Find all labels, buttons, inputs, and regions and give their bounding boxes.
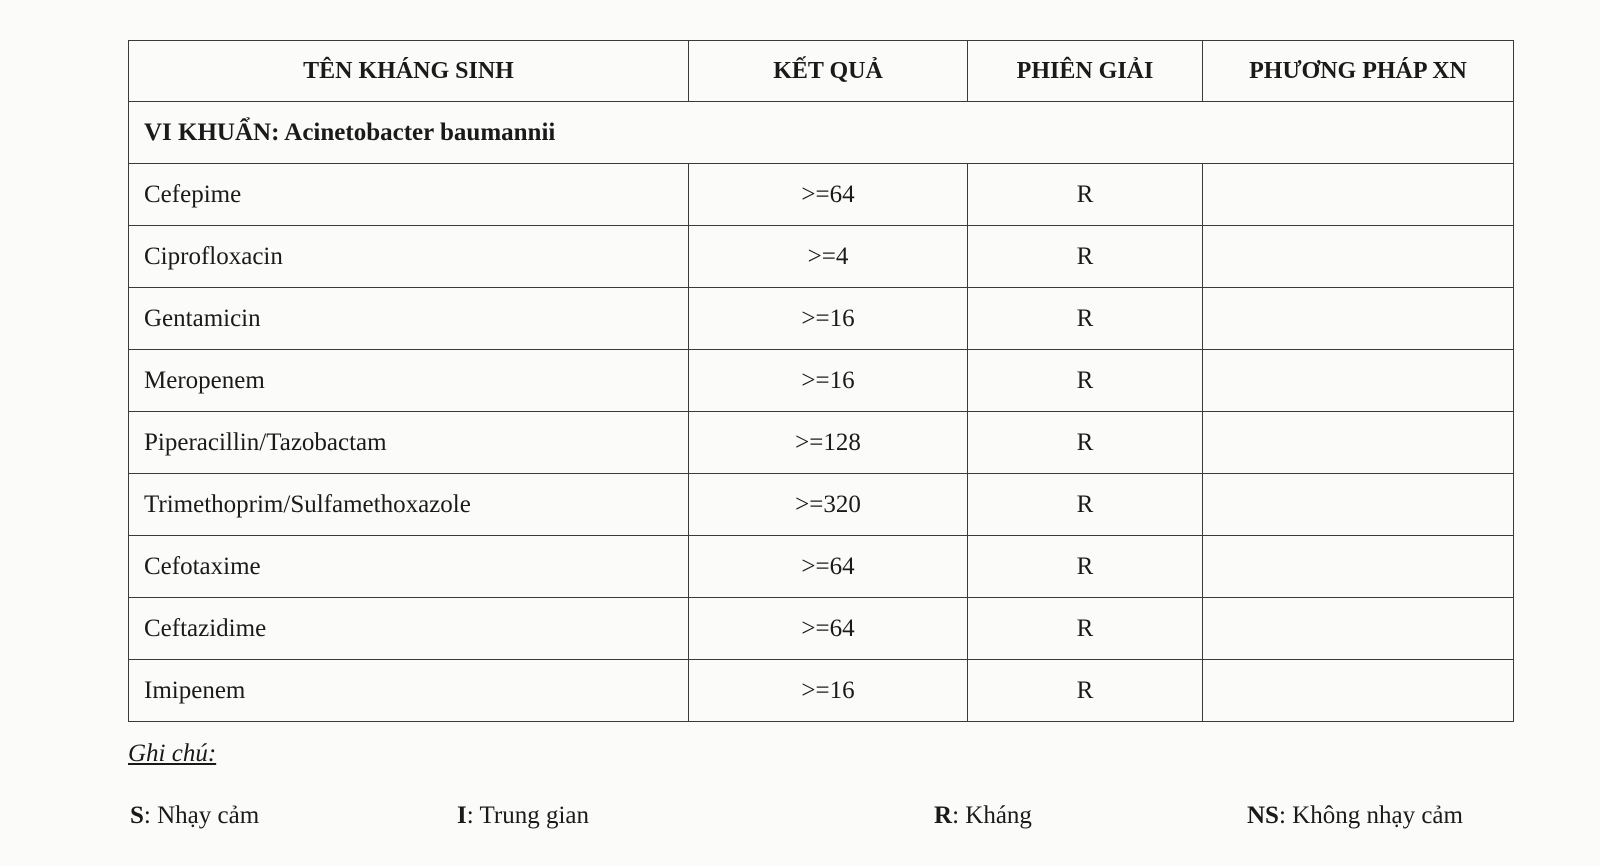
- antibiotic-name: Gentamicin: [129, 288, 689, 350]
- antibiotic-name: Ceftazidime: [129, 598, 689, 660]
- result-value: >=4: [689, 226, 968, 288]
- table-row: [129, 288, 1514, 350]
- interpretation: R: [968, 164, 1203, 226]
- legend-resistant: [934, 802, 1032, 830]
- antibiotic-name: Imipenem: [129, 660, 689, 722]
- test-method: [1203, 536, 1514, 598]
- table-row: [129, 350, 1514, 412]
- test-method: [1203, 164, 1514, 226]
- interpretation: R: [968, 660, 1203, 722]
- notes-title: Ghi chú:: [128, 740, 217, 767]
- antibiotic-name: Trimethoprim/Sulfamethoxazole: [129, 474, 689, 536]
- legend-susceptible: [130, 802, 259, 830]
- table-row: [129, 536, 1514, 598]
- interpretation: R: [968, 226, 1203, 288]
- antibiotic-name: Piperacillin/Tazobactam: [129, 412, 689, 474]
- result-value: >=128: [689, 412, 968, 474]
- organism-row: [129, 102, 1514, 164]
- table-row: [129, 598, 1514, 660]
- interpretation: R: [968, 598, 1203, 660]
- organism-label: VI KHUẨN: Acinetobacter baumannii: [129, 102, 1514, 164]
- interpretation: R: [968, 412, 1203, 474]
- legend-intermediate: [457, 802, 589, 830]
- antibiotic-susceptibility-table: [128, 40, 1514, 722]
- test-method: [1203, 226, 1514, 288]
- table-row: [129, 164, 1514, 226]
- legend-text: : Kháng: [952, 802, 1032, 829]
- result-value: >=16: [689, 660, 968, 722]
- antibiotic-name: Cefepime: [129, 164, 689, 226]
- header-result: KẾT QUẢ: [689, 41, 968, 102]
- test-method: [1203, 660, 1514, 722]
- result-value: >=16: [689, 288, 968, 350]
- interpretation: R: [968, 536, 1203, 598]
- test-method: [1203, 350, 1514, 412]
- table-row: [129, 226, 1514, 288]
- result-value: >=64: [689, 164, 968, 226]
- table-row: [129, 660, 1514, 722]
- test-method: [1203, 474, 1514, 536]
- table-row: [129, 412, 1514, 474]
- legend-code: S: [130, 802, 144, 829]
- legend-code: NS: [1247, 802, 1279, 829]
- antibiotic-name: Meropenem: [129, 350, 689, 412]
- antibiotic-name: Ciprofloxacin: [129, 226, 689, 288]
- test-method: [1203, 288, 1514, 350]
- interpretation: R: [968, 474, 1203, 536]
- header-interpretation: PHIÊN GIẢI: [968, 41, 1203, 102]
- result-value: >=64: [689, 598, 968, 660]
- table-row: [129, 474, 1514, 536]
- result-value: >=320: [689, 474, 968, 536]
- interpretation: R: [968, 288, 1203, 350]
- legend-text: : Không nhạy cảm: [1278, 802, 1463, 829]
- test-method: [1203, 412, 1514, 474]
- antibiotic-name: Cefotaxime: [129, 536, 689, 598]
- test-method: [1203, 598, 1514, 660]
- header-test-method: PHƯƠNG PHÁP XN: [1203, 41, 1514, 102]
- legend-non-susceptible: [1247, 802, 1463, 830]
- legend-code: I: [457, 802, 467, 829]
- legend-text: : Trung gian: [466, 802, 589, 829]
- legend-text: : Nhạy cảm: [143, 802, 260, 829]
- table-header-row: [129, 41, 1514, 102]
- interpretation: R: [968, 350, 1203, 412]
- result-value: >=64: [689, 536, 968, 598]
- header-antibiotic-name: TÊN KHÁNG SINH: [129, 41, 689, 102]
- legend-code: R: [934, 802, 953, 829]
- result-value: >=16: [689, 350, 968, 412]
